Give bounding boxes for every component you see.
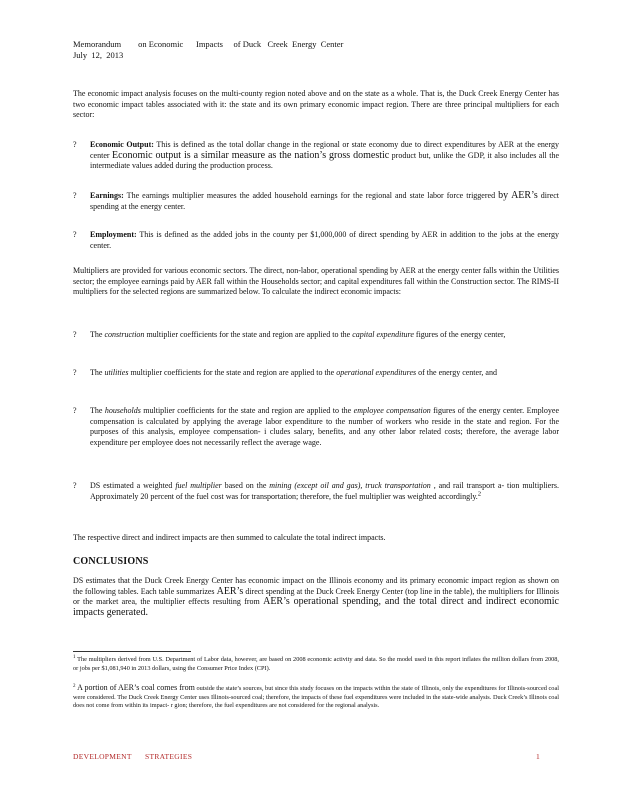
- bullet-marker: ?: [73, 330, 77, 339]
- conclusions-heading: CONCLUSIONS: [73, 556, 149, 567]
- footnote-ref: 2: [477, 489, 482, 497]
- footer-development: DEVELOPMENT: [73, 752, 132, 761]
- page-number: 1: [536, 752, 540, 761]
- footer-strategies: STRATEGIES: [145, 752, 193, 761]
- bullet-households: ? The households multiplier coefficients for the state and region are applied to the employee compensation figures of the energy center. Employee compensation is calculated by applying the average labor expenditure to the number of workers who reside in the state and region. For the purposes of this analysis, employee compensation- i cludes salary, benefits, and any other labor related costs; therefore, the average labor expenditure per employee does not necessarily reflect the average wage.: [73, 406, 560, 447]
- bullet-term: Earnings:: [90, 191, 124, 200]
- bullet-construction: ? The construction multiplier coefficients for the state and region are applied to the capital expenditure figures of the energy center,: [73, 330, 506, 339]
- respective-paragraph: The respective direct and indirect impacts are then summed to calculate the total indirect impacts.: [73, 533, 386, 542]
- bullet-marker: ?: [73, 406, 77, 415]
- footnote-divider: [73, 651, 191, 652]
- footnote-2: $^2$ A portion of AER’s coal comes from outside the state’s sources, but since this study focuses on the impacts within the state of Illinois, only the expenditures for Illinois-sourced coal were considered. The Duck Creek Energy Center uses Illinois-sourced coal; therefore, the impacts of these fuel expenditures were included in the state-wide analysis. Duck Creek’s Illinois coal does not come from within its impact- r gion; therefore, the fuel expenditures are not considered for the regional analysis.: [73, 683, 560, 710]
- footnote-1: $^1$ The multipliers derived from U.S. Department of Labor data, however, are based on 2008 economic activity and data. So the model used in this report inflates the million dollars from 2008, or jobs per $1,081,940 in 2013 dollars, using the Consumer Price Index (CPI).: [73, 654, 559, 672]
- bullet-term: Employment:: [90, 230, 137, 239]
- multipliers-paragraph: Multipliers are provided for various economic sectors. The direct, non-labor, operational spending by AER at the energy center falls within the Utilities sector; the employee earnings paid by AER fall within the Households sector; and capital expenditures fall within the Construction sector. The RIMS-II multipliers for the selected regions are summarized below. To calculate the indirect economic impacts:: [73, 266, 559, 297]
- memo-header: [73, 39, 343, 61]
- bullet-marker: ?: [73, 191, 77, 200]
- bullet-marker: ?: [73, 230, 77, 239]
- bullet-marker: ?: [73, 481, 77, 490]
- bullet-employment: ? Employment: This is defined as the added jobs in the county per $1,000,000 of direct spending by AER in addition to the jobs at the energy center.: [73, 230, 559, 250]
- bullet-earnings: ? Earnings: The earnings multiplier measures the added household earnings for the regional and state labor force triggered by AER’s direct spending at the energy center.: [73, 190, 560, 211]
- bullet-marker: ?: [73, 140, 77, 149]
- bullet-term: Economic Output:: [90, 140, 154, 149]
- bullet-economic-output: ? Economic Output: This is defined as the total dollar change in the regional or state economy due to direct expenditures by AER at the energy center Economic output is a similar measure as the nation’s gross domestic product but, unlike the GDP, it also includes all the intermediate values added during the production process.: [73, 140, 560, 171]
- memo-title: Memorandum on Economic Impacts of Duck Creek Energy Center: [73, 39, 344, 49]
- bullet-fuel: ? DS estimated a weighted fuel multiplier based on the mining (except oil and gas), truck transportation , and rail transport a- tion multipliers. Approximately 20 percent of the fuel cost was for transportation; therefore, the fuel multiplier was weighted accordingly.$^2$: [73, 481, 559, 501]
- memo-date: July 12, 2013: [73, 50, 124, 60]
- bullet-marker: ?: [73, 368, 77, 377]
- intro-paragraph: The economic impact analysis focuses on the multi-county region noted above and on the state as a whole. That is, the Duck Creek Energy Center has two economic impact tables associated with it: the state and its own primary economic impact region. There are three principal multipliers for each sector:: [73, 89, 559, 120]
- bullet-utilities: ? The utilities multiplier coefficients for the state and region are applied to the operational expenditures of the energy center, and: [73, 368, 497, 377]
- conclusions-paragraph: DS estimates that the Duck Creek Energy Center has economic impact on the Illinois economy and its primary economic impact region as shown on the following tables. Each table summarizes AER’s direct spending at the Duck Creek Energy Center (top line in the table), the multipliers for Illinois or the market area, the multiplier effects resulting from AER’s operational spending, and the total direct and indirect economic impacts generated.: [73, 576, 559, 618]
